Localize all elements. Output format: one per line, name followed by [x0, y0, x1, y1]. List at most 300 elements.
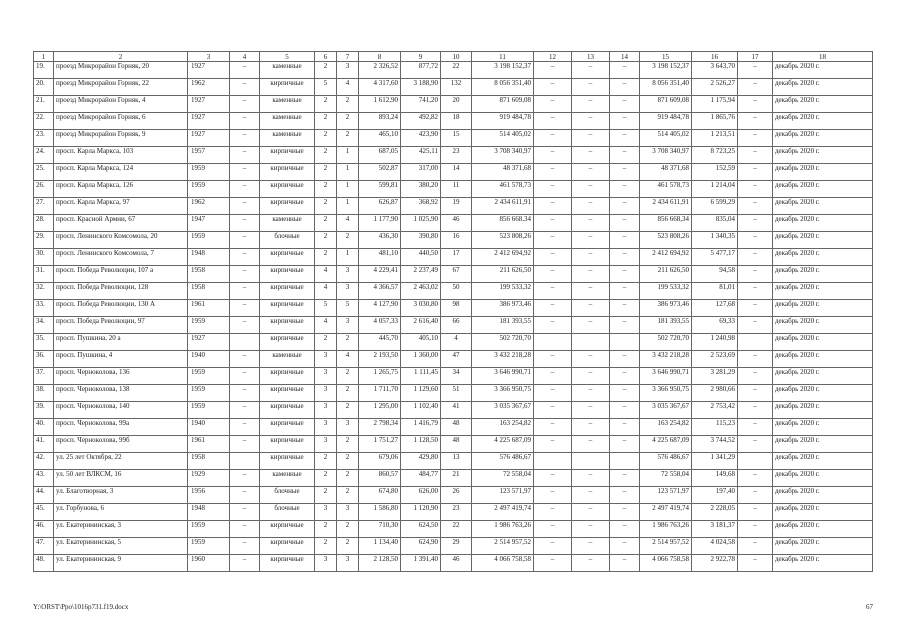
- table-cell: 16: [441, 232, 472, 249]
- table-cell: –: [610, 198, 640, 215]
- table-cell: просп. Ленинского Комсомола, 20: [54, 232, 188, 249]
- table-cell: 21.: [34, 96, 54, 113]
- table-cell: 69,33: [692, 317, 738, 334]
- table-cell: 8 056 351,40: [640, 79, 692, 96]
- table-cell: –: [738, 368, 773, 385]
- table-cell: 317,00: [401, 164, 441, 181]
- table-cell: 51: [441, 385, 472, 402]
- table-cell: 1959: [188, 368, 230, 385]
- table-cell: –: [230, 300, 260, 317]
- table-cell: 1 295,00: [359, 402, 401, 419]
- table-cell: 5 477,17: [692, 249, 738, 266]
- table-cell: декабрь 2020 г.: [773, 62, 873, 79]
- table-cell: 2: [315, 334, 337, 351]
- table-cell: 1962: [188, 79, 230, 96]
- table-cell: 2 326,52: [359, 62, 401, 79]
- table-cell: 461 578,73: [640, 181, 692, 198]
- table-cell: 710,30: [359, 521, 401, 538]
- table-cell: 3: [337, 504, 359, 521]
- table-cell: 22.: [34, 113, 54, 130]
- table-cell: 2: [337, 453, 359, 470]
- table-cell: [738, 453, 773, 470]
- table-cell: 1 391,40: [401, 555, 441, 572]
- table-cell: 1 134,40: [359, 538, 401, 555]
- table-cell: 440,50: [401, 249, 441, 266]
- table-cell: 1959: [188, 317, 230, 334]
- table-cell: –: [572, 368, 610, 385]
- table-cell: –: [534, 436, 572, 453]
- table-cell: декабрь 2020 г.: [773, 334, 873, 351]
- table-cell: кирпичные: [260, 181, 315, 198]
- table-cell: –: [610, 113, 640, 130]
- table-cell: декабрь 2020 г.: [773, 113, 873, 130]
- table-cell: –: [738, 113, 773, 130]
- table-cell: [572, 334, 610, 351]
- table-cell: 30.: [34, 249, 54, 266]
- table-cell: блочные: [260, 504, 315, 521]
- table-cell: –: [534, 470, 572, 487]
- table-cell: 1 128,50: [401, 436, 441, 453]
- table-cell: 13: [441, 453, 472, 470]
- table-cell: 1 177,90: [359, 215, 401, 232]
- table-cell: –: [534, 283, 572, 300]
- table-cell: –: [572, 283, 610, 300]
- table-cell: просп. Карла Маркса, 126: [54, 181, 188, 198]
- table-cell: 2: [337, 232, 359, 249]
- table-cell: 2: [337, 334, 359, 351]
- table-cell: 211 626,50: [472, 266, 534, 283]
- table-cell: –: [230, 317, 260, 334]
- table-cell: 1: [337, 164, 359, 181]
- column-header-11: 11: [472, 52, 534, 62]
- table-cell: 599,81: [359, 181, 401, 198]
- table-cell: 21: [441, 470, 472, 487]
- table-cell: 2: [337, 385, 359, 402]
- table-cell: кирпичные: [260, 249, 315, 266]
- table-cell: 2: [337, 487, 359, 504]
- table-cell: 2: [337, 470, 359, 487]
- table-cell: 1 213,51: [692, 130, 738, 147]
- table-cell: 425,11: [401, 147, 441, 164]
- column-header-13: 13: [572, 52, 610, 62]
- table-cell: декабрь 2020 г.: [773, 487, 873, 504]
- table-cell: [572, 453, 610, 470]
- table-cell: –: [738, 487, 773, 504]
- table-cell: –: [572, 385, 610, 402]
- column-header-5: 5: [260, 52, 315, 62]
- table-cell: декабрь 2020 г.: [773, 538, 873, 555]
- table-cell: –: [230, 419, 260, 436]
- table-cell: 3 432 218,28: [472, 351, 534, 368]
- table-cell: 132: [441, 79, 472, 96]
- table-row: [34, 113, 873, 130]
- table-cell: 1 341,29: [692, 453, 738, 470]
- table-cell: 4: [337, 79, 359, 96]
- table-cell: –: [572, 402, 610, 419]
- table-cell: 871 609,08: [472, 96, 534, 113]
- table-cell: каменные: [260, 62, 315, 79]
- table-cell: 1927: [188, 130, 230, 147]
- table-cell: 127,68: [692, 300, 738, 317]
- table-cell: –: [738, 555, 773, 572]
- table-cell: декабрь 2020 г.: [773, 198, 873, 215]
- table-cell: –: [534, 504, 572, 521]
- table-cell: 405,10: [401, 334, 441, 351]
- table-cell: 149,68: [692, 470, 738, 487]
- table-cell: –: [230, 538, 260, 555]
- table-cell: 3 643,70: [692, 62, 738, 79]
- table-cell: 26: [441, 487, 472, 504]
- table-cell: 1958: [188, 266, 230, 283]
- table-cell: 35.: [34, 334, 54, 351]
- table-cell: 41.: [34, 436, 54, 453]
- table-cell: декабрь 2020 г.: [773, 181, 873, 198]
- table-cell: 163 254,82: [472, 419, 534, 436]
- table-row: [34, 147, 873, 164]
- table-cell: 211 626,50: [640, 266, 692, 283]
- table-cell: каменные: [260, 96, 315, 113]
- table-cell: каменные: [260, 215, 315, 232]
- table-cell: 386 973,46: [640, 300, 692, 317]
- table-cell: –: [572, 317, 610, 334]
- table-cell: 42.: [34, 453, 54, 470]
- table-cell: 2: [315, 453, 337, 470]
- table-cell: 1927: [188, 96, 230, 113]
- table-cell: 2: [315, 96, 337, 113]
- table-cell: 4 366,57: [359, 283, 401, 300]
- table-cell: –: [610, 232, 640, 249]
- table-cell: 4: [315, 266, 337, 283]
- table-cell: 492,82: [401, 113, 441, 130]
- table-cell: 1 129,60: [401, 385, 441, 402]
- table-cell: 4 225 687,09: [640, 436, 692, 453]
- table-cell: –: [738, 300, 773, 317]
- table-cell: 2: [315, 164, 337, 181]
- table-cell: просп. Черноколова, 140: [54, 402, 188, 419]
- table-cell: 2: [337, 436, 359, 453]
- table-cell: 2 922,78: [692, 555, 738, 572]
- table-cell: кирпичные: [260, 198, 315, 215]
- table-cell: кирпичные: [260, 538, 315, 555]
- table-cell: –: [572, 215, 610, 232]
- table-cell: 3 744,52: [692, 436, 738, 453]
- table-cell: 48: [441, 419, 472, 436]
- table-cell: –: [610, 249, 640, 266]
- table-cell: 8 056 351,40: [472, 79, 534, 96]
- table-cell: 1 986 763,26: [472, 521, 534, 538]
- table-cell: 1927: [188, 113, 230, 130]
- table-body: [34, 62, 873, 572]
- table-cell: 1958: [188, 283, 230, 300]
- table-cell: декабрь 2020 г.: [773, 232, 873, 249]
- table-cell: декабрь 2020 г.: [773, 453, 873, 470]
- table-row: [34, 96, 873, 113]
- table-cell: –: [230, 79, 260, 96]
- table-cell: каменные: [260, 113, 315, 130]
- table-cell: 33.: [34, 300, 54, 317]
- table-cell: –: [738, 79, 773, 96]
- column-header-15: 15: [640, 52, 692, 62]
- table-row: [34, 419, 873, 436]
- table-cell: –: [610, 79, 640, 96]
- table-cell: 1961: [188, 300, 230, 317]
- table-cell: декабрь 2020 г.: [773, 215, 873, 232]
- table-cell: декабрь 2020 г.: [773, 164, 873, 181]
- table-cell: 3 198 152,37: [472, 62, 534, 79]
- table-cell: кирпичные: [260, 266, 315, 283]
- table-cell: 46.: [34, 521, 54, 538]
- table-cell: 3 030,80: [401, 300, 441, 317]
- table-cell: 199 533,32: [472, 283, 534, 300]
- table-cell: 39.: [34, 402, 54, 419]
- table-cell: –: [230, 283, 260, 300]
- table-cell: 3 646 990,71: [472, 368, 534, 385]
- table-row: [34, 555, 873, 572]
- table-cell: 502,87: [359, 164, 401, 181]
- column-header-6: 6: [315, 52, 337, 62]
- table-cell: –: [572, 419, 610, 436]
- table-header-row: [34, 52, 873, 62]
- housing-register-table: [33, 51, 873, 572]
- table-cell: 3: [315, 436, 337, 453]
- table-cell: –: [534, 181, 572, 198]
- table-cell: 2 616,40: [401, 317, 441, 334]
- table-row: [34, 487, 873, 504]
- table-cell: 2: [315, 62, 337, 79]
- table-cell: просп. Пушкина, 20 а: [54, 334, 188, 351]
- table-cell: –: [572, 351, 610, 368]
- table-cell: –: [230, 249, 260, 266]
- table-cell: 3 281,29: [692, 368, 738, 385]
- table-cell: просп. Карла Маркса, 97: [54, 198, 188, 215]
- table-cell: –: [230, 181, 260, 198]
- table-cell: просп. Черноколова, 136: [54, 368, 188, 385]
- table-cell: ул. Горбунова, 6: [54, 504, 188, 521]
- table-cell: 27.: [34, 198, 54, 215]
- table-cell: 66: [441, 317, 472, 334]
- column-header-3: 3: [188, 52, 230, 62]
- table-cell: проезд Микрорайон Горняк, 20: [54, 62, 188, 79]
- table-cell: 24.: [34, 147, 54, 164]
- table-cell: –: [738, 283, 773, 300]
- table-cell: 40.: [34, 419, 54, 436]
- table-cell: [534, 453, 572, 470]
- table-cell: 2: [315, 232, 337, 249]
- table-cell: 48: [441, 436, 472, 453]
- table-cell: 3 646 990,71: [640, 368, 692, 385]
- table-cell: 72 558,04: [640, 470, 692, 487]
- table-cell: 3: [337, 266, 359, 283]
- table-cell: 23: [441, 147, 472, 164]
- table-cell: 1 751,27: [359, 436, 401, 453]
- table-cell: –: [572, 113, 610, 130]
- table-cell: 1958: [188, 453, 230, 470]
- table-cell: –: [738, 164, 773, 181]
- table-cell: –: [572, 470, 610, 487]
- table-cell: кирпичные: [260, 368, 315, 385]
- table-cell: 1 711,70: [359, 385, 401, 402]
- table-cell: 81,01: [692, 283, 738, 300]
- table-cell: 36.: [34, 351, 54, 368]
- column-header-14: 14: [610, 52, 640, 62]
- table-cell: 38.: [34, 385, 54, 402]
- table-cell: 3 035 367,67: [640, 402, 692, 419]
- table-cell: 3: [315, 368, 337, 385]
- table-cell: –: [738, 385, 773, 402]
- table-cell: 1959: [188, 164, 230, 181]
- table-cell: декабрь 2020 г.: [773, 96, 873, 113]
- table-cell: кирпичные: [260, 164, 315, 181]
- table-cell: –: [534, 232, 572, 249]
- table-cell: 1 340,35: [692, 232, 738, 249]
- table-cell: 461 578,73: [472, 181, 534, 198]
- table-cell: 4 057,33: [359, 317, 401, 334]
- table-cell: 1 120,90: [401, 504, 441, 521]
- table-cell: –: [230, 402, 260, 419]
- table-cell: –: [534, 351, 572, 368]
- table-cell: кирпичные: [260, 147, 315, 164]
- table-cell: –: [738, 504, 773, 521]
- table-cell: 1962: [188, 198, 230, 215]
- table-cell: 2 798,34: [359, 419, 401, 436]
- table-cell: 1 360,00: [401, 351, 441, 368]
- table-cell: 22: [441, 62, 472, 79]
- table-row: [34, 232, 873, 249]
- table-cell: декабрь 2020 г.: [773, 555, 873, 572]
- table-cell: –: [610, 436, 640, 453]
- table-cell: 1929: [188, 470, 230, 487]
- table-cell: 2: [315, 130, 337, 147]
- table-cell: –: [534, 300, 572, 317]
- table-cell: –: [572, 521, 610, 538]
- table-cell: –: [738, 215, 773, 232]
- table-cell: –: [534, 96, 572, 113]
- table-cell: –: [230, 62, 260, 79]
- table-cell: 6 599,29: [692, 198, 738, 215]
- table-cell: 2 514 957,52: [472, 538, 534, 555]
- table-cell: 11: [441, 181, 472, 198]
- table-cell: –: [610, 164, 640, 181]
- table-cell: –: [572, 538, 610, 555]
- table-cell: 4: [315, 317, 337, 334]
- table-cell: –: [534, 79, 572, 96]
- table-cell: –: [534, 113, 572, 130]
- table-cell: –: [610, 215, 640, 232]
- table-cell: 4 066 758,58: [640, 555, 692, 572]
- table-cell: 1948: [188, 249, 230, 266]
- table-cell: 3 366 950,75: [472, 385, 534, 402]
- table-cell: кирпичные: [260, 334, 315, 351]
- table-cell: –: [572, 181, 610, 198]
- table-cell: 2 237,49: [401, 266, 441, 283]
- table-cell: 856 668,34: [472, 215, 534, 232]
- table-cell: 29: [441, 538, 472, 555]
- table-cell: 2: [337, 113, 359, 130]
- table-cell: –: [738, 419, 773, 436]
- table-cell: просп. Победа Революции, 130 А: [54, 300, 188, 317]
- table-cell: 1 025,90: [401, 215, 441, 232]
- table-row: [34, 368, 873, 385]
- table-cell: –: [230, 198, 260, 215]
- table-cell: 2 980,66: [692, 385, 738, 402]
- table-cell: 181 393,55: [472, 317, 534, 334]
- table-cell: 22: [441, 521, 472, 538]
- table-cell: кирпичные: [260, 521, 315, 538]
- table-cell: 2 434 611,91: [472, 198, 534, 215]
- table-cell: –: [738, 266, 773, 283]
- table-cell: 34: [441, 368, 472, 385]
- table-cell: –: [534, 487, 572, 504]
- table-cell: –: [610, 351, 640, 368]
- column-header-7: 7: [337, 52, 359, 62]
- table-cell: 2: [337, 96, 359, 113]
- table-cell: 45.: [34, 504, 54, 521]
- table-cell: 576 486,67: [640, 453, 692, 470]
- table-cell: –: [230, 232, 260, 249]
- table-cell: 3 188,90: [401, 79, 441, 96]
- table-cell: –: [738, 436, 773, 453]
- table-cell: 23: [441, 504, 472, 521]
- table-cell: –: [230, 521, 260, 538]
- table-cell: –: [738, 181, 773, 198]
- table-cell: 687,05: [359, 147, 401, 164]
- table-cell: 2 753,42: [692, 402, 738, 419]
- table-cell: 1959: [188, 521, 230, 538]
- table-cell: 50: [441, 283, 472, 300]
- table-cell: –: [738, 521, 773, 538]
- table-cell: 2 526,27: [692, 79, 738, 96]
- table-cell: 4 127,90: [359, 300, 401, 317]
- table-cell: 2 434 611,91: [640, 198, 692, 215]
- table-cell: просп. Карла Маркса, 103: [54, 147, 188, 164]
- table-cell: –: [610, 62, 640, 79]
- table-row: [34, 436, 873, 453]
- table-cell: 674,80: [359, 487, 401, 504]
- table-cell: 2 497 419,74: [472, 504, 534, 521]
- table-cell: 1 240,98: [692, 334, 738, 351]
- table-cell: –: [610, 504, 640, 521]
- table-cell: –: [610, 368, 640, 385]
- table-cell: –: [738, 96, 773, 113]
- table-cell: кирпичные: [260, 385, 315, 402]
- table-cell: –: [738, 232, 773, 249]
- table-cell: 919 484,78: [472, 113, 534, 130]
- table-cell: 41: [441, 402, 472, 419]
- table-cell: 98: [441, 300, 472, 317]
- table-cell: декабрь 2020 г.: [773, 317, 873, 334]
- table-cell: 47.: [34, 538, 54, 555]
- table-row: [34, 334, 873, 351]
- table-cell: просп. Карла Маркса, 124: [54, 164, 188, 181]
- table-cell: –: [610, 521, 640, 538]
- table-cell: 197,40: [692, 487, 738, 504]
- table-cell: –: [610, 147, 640, 164]
- table-cell: 2 463,02: [401, 283, 441, 300]
- table-cell: 17: [441, 249, 472, 266]
- table-cell: 4 024,58: [692, 538, 738, 555]
- table-cell: 3 181,37: [692, 521, 738, 538]
- table-cell: 3 432 218,28: [640, 351, 692, 368]
- table-cell: –: [572, 232, 610, 249]
- table-cell: декабрь 2020 г.: [773, 147, 873, 164]
- table-cell: блочные: [260, 232, 315, 249]
- table-cell: 2: [315, 147, 337, 164]
- table-cell: –: [230, 266, 260, 283]
- table-cell: кирпичные: [260, 419, 315, 436]
- table-cell: 624,50: [401, 521, 441, 538]
- table-cell: 1947: [188, 215, 230, 232]
- table-cell: –: [610, 487, 640, 504]
